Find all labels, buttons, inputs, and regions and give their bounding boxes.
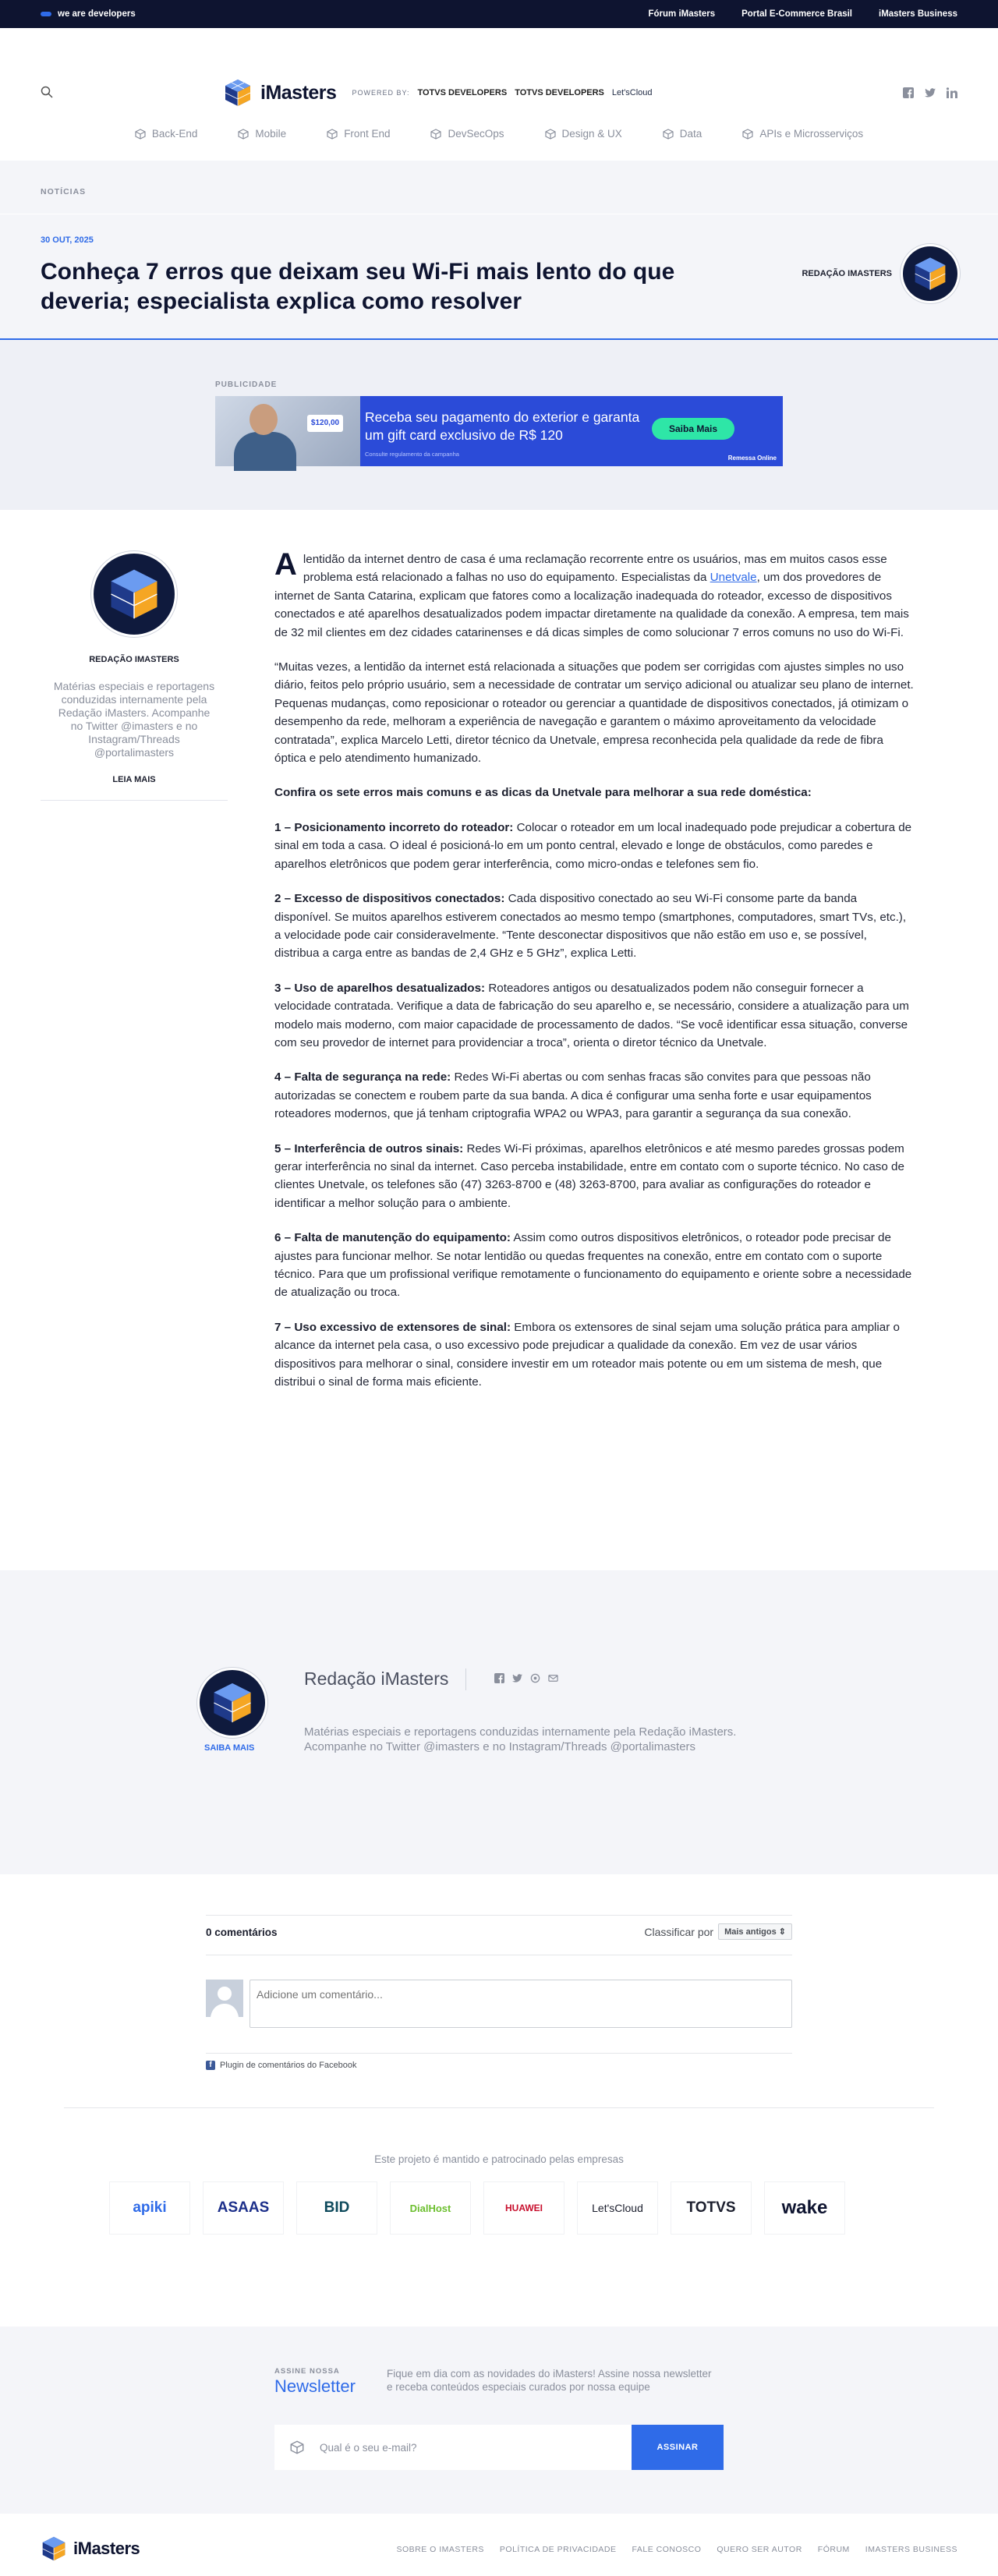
- cube-icon: [327, 129, 338, 140]
- paragraph-quote: “Muitas vezes, a lentidão da internet está relacionada a situações que podem ser corrigidas com ajustes simples no uso diário, feitos pelo próprio usuário, sem a necessidade de contratar um serviço adicional ou atualizar seu plano de internet. Pequenas mudanças, como reposicionar o roteador ou gerenciar a quantidade de dispositivos conectados, já otimizam o desempenho da rede, melhoram a experiência de navegação e garantem o máximo aproveitamento da velocidade contratada”, explica Marcelo Letti, diretor técnico da Unetvale, empresa reconhecida pela qualidade da rede de fibra óptica e pelo atendimento humanizado.: [274, 660, 914, 766]
- nav-item-data[interactable]: [663, 128, 702, 140]
- sponsors-section: [0, 2116, 998, 2327]
- sponsor-logo-bid[interactable]: [296, 2181, 377, 2235]
- category-nav: [0, 128, 998, 140]
- ad-fineprint: Consulte regulamento da campanha: [365, 451, 459, 458]
- ad-photo: [215, 396, 360, 466]
- ad-label: PUBLICIDADE: [215, 380, 278, 389]
- top-bar-links: [648, 9, 957, 19]
- tip-text: Redes Wi-Fi abertas ou com senhas fracas são convites para que pessoas não autorizadas se conectem e roubem parte da sua banda. A dica é configurar uma senha forte e usar equipamentos roteadores modernos, que já tenham criptografia WPA2 ou WPA3, para garantir a segurança da sua conexão.: [274, 1070, 872, 1121]
- footer-brand[interactable]: [41, 2535, 140, 2562]
- imasters-logo-icon: [211, 1681, 254, 1725]
- author-box: [0, 1570, 998, 1874]
- sponsor-name: BID: [324, 2199, 350, 2216]
- powered-by-label: POWERED BY:: [352, 89, 410, 97]
- sponsor-name: ASAAS: [217, 2199, 270, 2216]
- saiba-mais-link[interactable]: SAIBA MAIS: [204, 1743, 255, 1753]
- subscribe-button[interactable]: ASSINAR: [632, 2425, 724, 2470]
- partner-totvs-2[interactable]: TOTVS DEVELOPERS: [515, 88, 604, 97]
- read-more-link[interactable]: LEIA MAIS: [112, 775, 156, 784]
- sidebar-author-bio: Matérias especiais e reportagens conduzidas internamente pela Redação iMasters. Acompanhe no Twitter @imasters e no Instagram/Threads @portalimasters: [53, 680, 215, 759]
- email-icon[interactable]: [548, 1673, 558, 1683]
- tip-text: Redes Wi-Fi próximas, aparelhos eletrônicos e até mesmo paredes grossas podem gerar interferência no sinal da internet. Caso perceba instabilidade, entre em contato com o suporte técnico. No caso de clientes Unetvale, os telefones são (47) 3263-8700 e (48) 3263-8700, para avaliar as configurações do roteador e identificar a melhor solução para o ambiente.: [274, 1141, 904, 1210]
- newsletter-kicker: ASSINE NOSSA: [274, 2367, 340, 2376]
- nav-label: Data: [679, 128, 702, 140]
- avatar[interactable]: [200, 1670, 265, 1736]
- avatar[interactable]: [94, 554, 175, 635]
- avatar: [903, 246, 957, 301]
- facebook-comments: [206, 1915, 792, 2079]
- section-breadcrumb[interactable]: NOTÍCIAS: [41, 187, 87, 196]
- author-sidebar: [41, 554, 228, 801]
- tip-text: Assim como outros dispositivos eletrônicos, o roteador pode precisar de ajustes para funcionar melhor. Se notar lentidão ou quedas frequentes na conexão, entre em contato com o suporte técnico. Para que um profissional verifique remotamente o funcionamento do equipamento e oriente sobre a necessidade de atualização ou troca.: [274, 1231, 912, 1300]
- imasters-logo-icon[interactable]: [223, 78, 253, 108]
- tip-item: [274, 1229, 914, 1302]
- sponsor-name: HUAWEI: [505, 2203, 543, 2213]
- tip-title: 7 – Uso excessivo de extensores de sinal:: [274, 1320, 511, 1334]
- imasters-logo-icon: [41, 2535, 67, 2562]
- author-box-bio: Matérias especiais e reportagens conduzidas internamente pela Redação iMasters. Acompanhe no Twitter @imasters e no Instagram/Threads @portalimasters: [304, 1725, 737, 1753]
- brand-name[interactable]: iMasters: [260, 81, 337, 104]
- hero-author[interactable]: [802, 246, 957, 301]
- email-field[interactable]: [274, 2425, 632, 2470]
- nav-label: APIs e Microsserviços: [759, 128, 864, 140]
- sponsor-logo-totvs[interactable]: [671, 2181, 752, 2235]
- search-icon[interactable]: [41, 86, 53, 98]
- nav-label: Back-End: [151, 128, 198, 140]
- intro-text-b: , um dos provedores de internet de Santa Catarina, explicam que fatores como a localização inadequada do roteador, excesso de dispositivos conectados e até aparelhos desatualizados podem impactar diretamente na qualidade da conexão. A empresa, tem mais de 32 mil clientes em dez cidades catarinenses e dá dicas simples de como solucionar 7 erros comuns no uso do Wi-Fi.: [274, 571, 909, 639]
- top-link-ecommerce[interactable]: Portal E-Commerce Brasil: [741, 9, 852, 19]
- comments-bottom-divider: [64, 2107, 934, 2108]
- tip-title: 4 – Falta de segurança na rede:: [274, 1070, 451, 1085]
- plugin-label: Plugin de comentários do Facebook: [220, 2061, 357, 2070]
- sponsor-name: wake: [781, 2197, 828, 2218]
- ad-card: $120,00: [307, 415, 343, 432]
- newsletter-title: Newsletter: [274, 2376, 356, 2396]
- tip-item: [274, 979, 914, 1053]
- updown-icon: ⇕: [778, 1927, 786, 1937]
- cube-icon: [742, 129, 753, 140]
- nav-label: Mobile: [255, 128, 287, 140]
- intro-text-a: lentidão da internet dentro de casa é uma reclamação recorrente entre os usuários, mas em muitos casos esse problema está relacionado a falhas no uso do equipamento. Especialistas da: [303, 553, 887, 585]
- sponsor-logo-wake[interactable]: [764, 2181, 845, 2235]
- cube-icon: [663, 129, 674, 140]
- header-social: [903, 87, 957, 98]
- cube-icon: [545, 129, 556, 140]
- facebook-icon[interactable]: [494, 1673, 504, 1683]
- article-body: [0, 510, 998, 1570]
- paragraph-intro: [274, 547, 914, 642]
- powered-by: [352, 88, 652, 97]
- footer-link-privacidade[interactable]: POLÍTICA DE PRIVACIDADE: [499, 2545, 617, 2554]
- sidebar-author-name: REDAÇÃO IMASTERS: [89, 655, 179, 664]
- footer-link-sobre[interactable]: SOBRE O IMASTERS: [396, 2545, 484, 2554]
- unetvale-link[interactable]: Unetvale: [710, 571, 757, 585]
- user-avatar-placeholder: [206, 1980, 243, 2017]
- comment-input[interactable]: [250, 1980, 792, 2028]
- user-silhouette-icon: [206, 1980, 243, 2017]
- newsletter-form: [274, 2425, 724, 2470]
- sponsors-title: Este projeto é mantido e patrocinado pelas empresas: [374, 2153, 624, 2165]
- article-content: [274, 547, 914, 1407]
- cube-icon: [238, 129, 249, 140]
- facebook-plugin-link[interactable]: [206, 2061, 357, 2070]
- top-bar: [0, 0, 998, 28]
- footer-link-fale[interactable]: FALE CONOSCO: [632, 2545, 702, 2554]
- tip-title: 1 – Posicionamento incorreto do roteador:: [274, 820, 514, 834]
- nav-item-apis[interactable]: [742, 128, 863, 140]
- ad-person-body: [234, 432, 296, 471]
- tip-item: [274, 890, 914, 963]
- tip-title: 5 – Interferência de outros sinais:: [274, 1141, 464, 1155]
- comments-section: [0, 1874, 998, 2116]
- footer-links: [396, 2545, 957, 2554]
- sponsor-logo-asaas[interactable]: [203, 2181, 284, 2235]
- author-box-separator: [465, 1668, 466, 1690]
- drop-cap: A: [274, 547, 297, 582]
- author-box-name: Redação iMasters: [304, 1668, 449, 1689]
- partner-letscloud[interactable]: Let'sCloud: [611, 88, 653, 97]
- tip-title: 6 – Falta de manutenção do equipamento:: [274, 1231, 511, 1245]
- cube-icon: [430, 129, 441, 140]
- partner-totvs-1[interactable]: TOTVS DEVELOPERS: [417, 88, 508, 97]
- sort-label: Classificar por: [644, 1925, 714, 1938]
- sponsor-name: DialHost: [409, 2202, 451, 2214]
- ad-advertiser: Remessa Online: [727, 455, 777, 462]
- nav-item-mobile[interactable]: [238, 128, 286, 140]
- nav-label: Front End: [344, 128, 391, 140]
- footer-brand-name: iMasters: [73, 2539, 140, 2558]
- sponsor-name: Let'sCloud: [592, 2202, 643, 2214]
- article-title: Conheça 7 erros que deixam seu Wi-Fi mais lento do que deveria; especialista explica como resolver: [41, 259, 675, 314]
- sidebar-divider: [41, 800, 228, 801]
- ad-zone: [0, 340, 998, 510]
- sponsor-logo-letscloud[interactable]: [577, 2181, 658, 2235]
- sponsor-logo-apiki[interactable]: [109, 2181, 190, 2235]
- sponsor-name: TOTVS: [686, 2199, 736, 2216]
- article-hero: [0, 161, 998, 340]
- twitter-icon[interactable]: [512, 1673, 522, 1683]
- list-intro-text: Confira os sete erros mais comuns e as dicas da Unetvale para melhorar a sua rede doméstica:: [274, 786, 812, 800]
- cube-icon: [135, 129, 146, 140]
- comments-divider: [206, 2053, 792, 2054]
- tip-title: 3 – Uso de aparelhos desatualizados:: [274, 981, 486, 995]
- nav-label: Design & UX: [561, 128, 622, 140]
- sponsor-name: apiki: [133, 2199, 167, 2216]
- linkedin-icon[interactable]: [947, 87, 957, 98]
- hero-author-name: REDAÇÃO IMASTERS: [802, 269, 892, 278]
- newsletter-description: Fique em dia com as novidades do iMasters! Assine nossa newsletter e receba conteúdos especiais curados por nossa equipe: [387, 2368, 712, 2393]
- nav-label: DevSecOps: [448, 128, 504, 140]
- facebook-icon[interactable]: [903, 87, 914, 98]
- sort-select[interactable]: [718, 1923, 792, 1940]
- footer-link-business[interactable]: IMASTERS BUSINESS: [865, 2545, 957, 2554]
- tip-item: [274, 1140, 914, 1213]
- footer-link-forum[interactable]: FÓRUM: [817, 2545, 850, 2554]
- sponsor-logos: [109, 2181, 845, 2235]
- ad-headline: Receba seu pagamento do exterior e garanta um gift card exclusivo de R$ 120: [365, 409, 640, 443]
- ad-banner[interactable]: [215, 396, 783, 466]
- newsletter-section: [0, 2327, 998, 2514]
- sponsor-logo-dialhost[interactable]: [390, 2181, 471, 2235]
- tip-item: [274, 1068, 914, 1123]
- brand: [223, 78, 653, 108]
- twitter-icon[interactable]: [925, 87, 936, 98]
- nav-item-design-ux[interactable]: [545, 128, 622, 140]
- tip-title: 2 – Excesso de dispositivos conectados:: [274, 892, 505, 906]
- ad-cta-button[interactable]: Saiba Mais: [652, 418, 734, 440]
- tip-text: Embora os extensores de sinal sejam uma solução prática para ampliar o alcance da internet pela casa, o uso excessivo pode prejudicar a qualidade da conexão. Em vez de usar vários dispositivos para melhorar o sinal, considere investir em um roteador mais potente ou em um sistema de mesh, que distribui o sinal de forma mais eficiente.: [274, 1320, 900, 1389]
- ad-person-head: [250, 404, 278, 435]
- imasters-logo-icon: [107, 567, 161, 621]
- tip-text: Cada dispositivo conectado ao seu Wi-Fi consome parte da banda disponível. Se muitos aparelhos estiverem conectados ao mesmo tempo (smartphones, computadores, smart TVs, etc.), a velocidade pode cair consideravelmente. “Tente desconectar dispositivos que não estão em uso e, se possível, distribua a carga entre as bandas de 2,4 GHz e 5 GHz”, explica Letti.: [274, 892, 907, 961]
- footer-link-autor[interactable]: QUERO SER AUTOR: [717, 2545, 802, 2554]
- tip-item: [274, 819, 914, 873]
- top-link-business[interactable]: iMasters Business: [879, 9, 957, 19]
- site-header: [0, 28, 998, 161]
- comment-sort: [644, 1923, 792, 1940]
- we-are-developers[interactable]: [41, 9, 136, 19]
- nav-item-devsecops[interactable]: [430, 128, 504, 140]
- cube-icon: [290, 2440, 304, 2454]
- sponsor-logo-huawei[interactable]: [483, 2181, 564, 2235]
- wad-logo-icon: [41, 12, 51, 16]
- tip-text: Roteadores antigos ou desatualizados podem não conseguir fornecer a velocidade contratada. Verifique a data de fabricação do seu aparelho e, se necessário, considere a atualização para um modelo mais moderno, com maior capacidade de processamento de dados. “Se você identificar essa situação, converse com seu provedor de internet para providenciar a troca”, orienta o diretor técnico da Unetvale.: [274, 981, 909, 1049]
- email-placeholder: Qual é o seu e-mail?: [320, 2441, 417, 2454]
- article-date: 30 OUT, 2025: [41, 235, 94, 245]
- author-box-social: [494, 1673, 558, 1683]
- imasters-logo-icon: [912, 256, 948, 292]
- top-bar-label: we are developers: [58, 9, 136, 19]
- tip-item: [274, 1318, 914, 1392]
- facebook-icon: f: [206, 2061, 215, 2070]
- nav-item-back-end[interactable]: [135, 128, 198, 140]
- sort-value: Mais antigos: [724, 1927, 777, 1937]
- instagram-icon[interactable]: [530, 1673, 540, 1683]
- nav-item-front-end[interactable]: [327, 128, 390, 140]
- top-link-forum[interactable]: Fórum iMasters: [648, 9, 716, 19]
- comment-count: 0 comentários: [206, 1927, 278, 1938]
- paragraph-list-intro: [274, 784, 914, 801]
- site-footer: [0, 2514, 998, 2576]
- tip-text: Colocar o roteador em um local inadequado pode prejudicar a cobertura de sinal em toda a casa. O ideal é posicioná-lo em um ponto central, elevado e longe de obstáculos, como paredes e aparelhos eletrônicos que podem gerar interferência, como micro-ondas e telefones sem fio.: [274, 820, 912, 871]
